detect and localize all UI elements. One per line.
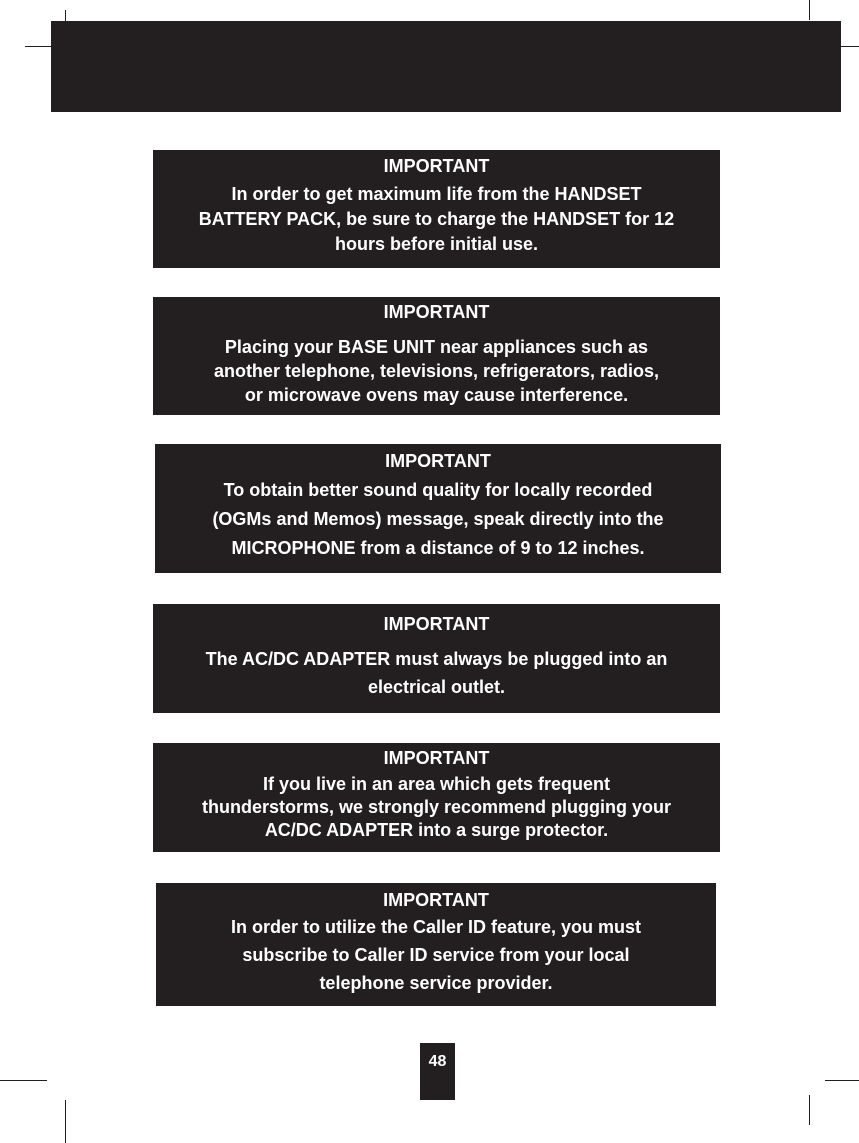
notice-body — [153, 645, 720, 701]
notice-line: or microwave ovens may cause interference. — [244, 385, 629, 405]
notice-title: IMPORTANT — [385, 451, 491, 471]
crop-mark-bottom-left-horizontal — [0, 1080, 47, 1081]
notice-line: telephone service provider. — [319, 972, 553, 993]
notice-line: AC/DC ADAPTER into a surge protector. — [264, 820, 609, 840]
notice-line: electrical outlet. — [367, 676, 506, 697]
notice-body — [156, 913, 716, 997]
notice-line: (OGMs and Memos) message, speak directly into the — [212, 509, 664, 529]
notice-body — [153, 335, 720, 407]
page-number: 48 — [420, 1043, 455, 1100]
crop-mark-top-left-horizontal — [25, 46, 51, 47]
important-notice-interference — [153, 297, 720, 415]
notice-line: If you live in an area which gets frequent — [262, 774, 611, 794]
notice-line: MICROPHONE from a distance of 9 to 12 inches. — [231, 538, 645, 558]
notice-title: IMPORTANT — [383, 748, 490, 768]
crop-mark-bottom-right-vertical — [809, 1095, 810, 1125]
crop-mark-bottom-left-vertical — [65, 1100, 66, 1143]
notice-line: The AC/DC ADAPTER must always be plugged into an — [205, 648, 668, 669]
header-bar — [51, 21, 841, 112]
notice-title: IMPORTANT — [383, 302, 490, 322]
crop-mark-bottom-right-horizontal — [825, 1080, 859, 1081]
notice-line: hours before initial use. — [334, 234, 539, 254]
notice-body — [153, 773, 720, 842]
important-notice-sound-quality — [155, 444, 721, 573]
notice-line: subscribe to Caller ID service from your local — [242, 944, 630, 965]
notice-title: IMPORTANT — [383, 613, 490, 634]
notice-line: In order to utilize the Caller ID feature, you must — [230, 916, 642, 937]
important-notice-adapter — [153, 604, 720, 713]
notice-line: another telephone, televisions, refrigerators, radios, — [213, 361, 660, 381]
notice-line: Placing your BASE UNIT near appliances such as — [224, 337, 649, 357]
important-notice-battery — [153, 150, 720, 268]
notice-line: To obtain better sound quality for locally recorded — [223, 480, 653, 500]
notice-line: BATTERY PACK, be sure to charge the HANDSET for 12 — [198, 209, 675, 229]
important-notice-caller-id — [156, 883, 716, 1006]
crop-mark-top-right-horizontal — [841, 46, 859, 47]
notice-line: In order to get maximum life from the HANDSET — [231, 184, 642, 204]
important-notice-surge-protector — [153, 743, 720, 852]
notice-title: IMPORTANT — [383, 889, 489, 910]
notice-line: thunderstorms, we strongly recommend plugging your — [201, 797, 672, 817]
notice-title: IMPORTANT — [383, 156, 490, 176]
notice-body — [153, 182, 720, 257]
crop-mark-top-right-vertical — [809, 0, 810, 20]
notice-body — [155, 476, 721, 563]
